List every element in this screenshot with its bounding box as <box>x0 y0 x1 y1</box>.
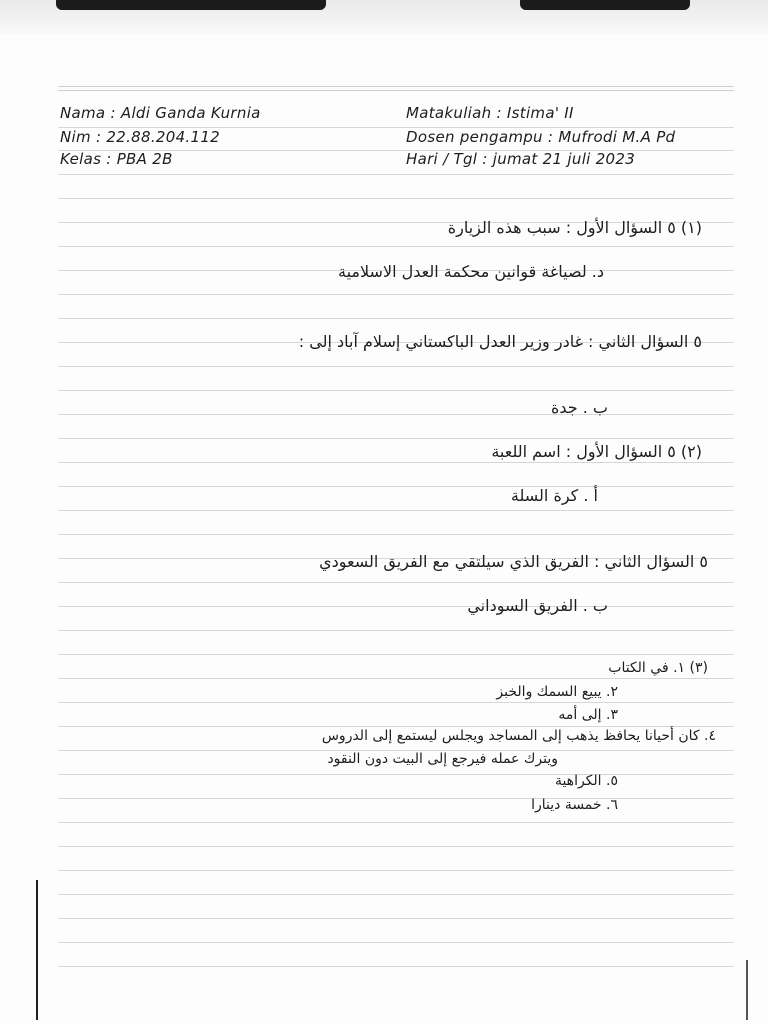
date-line: Hari / Tgl : jumat 21 juli 2023 <box>406 150 636 168</box>
section1-answer2: ب . جدة <box>551 398 608 417</box>
section3-item: ٢. يبيع السمك والخبز <box>496 684 618 700</box>
section3-item: ٦. خمسة دينارا <box>531 797 618 813</box>
section2-answer2: ب . الفريق السوداني <box>467 596 608 615</box>
binder-mark-right <box>520 0 690 10</box>
section3-item: ٥. الكراهية <box>554 773 618 789</box>
section1-answer1: د. لصياغة قوانين محكمة العدل الاسلامية <box>338 262 604 281</box>
section2-answer1: أ . كرة السلة <box>510 486 598 505</box>
course-name: Matakuliah : Istima' II <box>406 104 574 122</box>
margin-mark <box>36 880 38 1020</box>
section2-question2: ٥ السؤال الثاني : الفريق الذي سيلتقي مع الفريق السعودي <box>319 552 708 571</box>
section1-question1: (١) ٥ السؤال الأول : سبب هذه الزيارة <box>447 218 702 237</box>
student-nim: Nim : 22.88.204.112 <box>60 128 221 146</box>
section3-item: ويترك عمله فيرجع إلى البيت دون النقود <box>327 751 558 767</box>
section3-item: ٣. إلى أمه <box>558 707 618 723</box>
student-class: Kelas : PBA 2B <box>60 150 173 168</box>
binder-mark-left <box>56 0 326 10</box>
lecturer-name: Dosen pengampu : Mufrodi M.A Pd <box>406 128 676 146</box>
student-name: Nama : Aldi Ganda Kurnia <box>60 104 261 122</box>
section3-item: (٣) ١. في الكتاب <box>608 660 708 676</box>
section1-question2: ٥ السؤال الثاني : غادر وزير العدل الباكستاني إسلام آباد إلى : <box>298 332 702 351</box>
margin-mark <box>746 960 748 1020</box>
section2-question1: (٢) ٥ السؤال الأول : اسم اللعبة <box>491 442 702 461</box>
section3-item: ٤. كان أحيانا يحافظ يذهب إلى المساجد ويجلس ليستمع إلى الدروس <box>321 728 716 744</box>
